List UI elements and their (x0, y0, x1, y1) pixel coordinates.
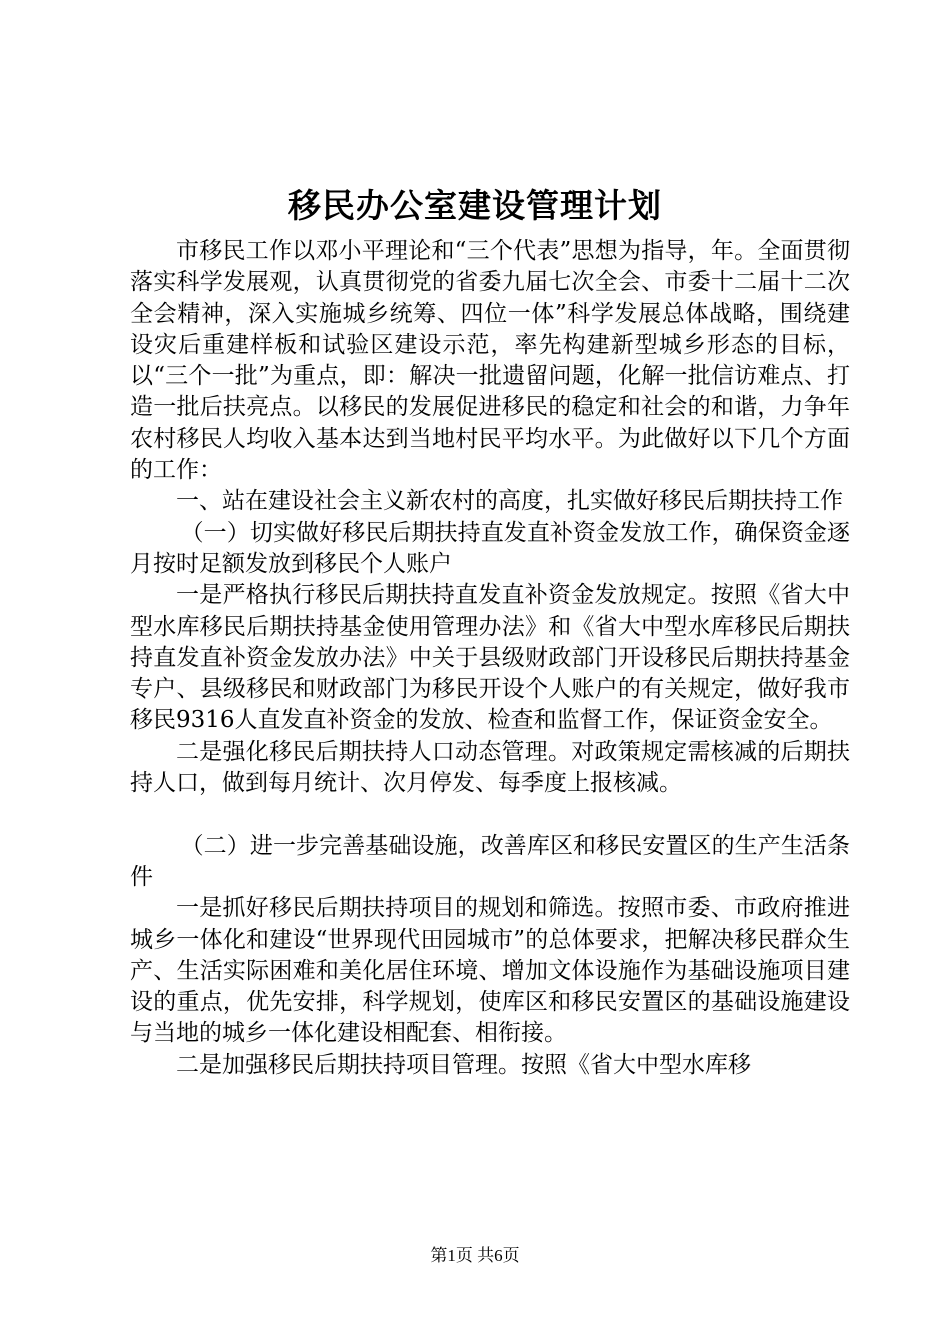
document-body (130, 236, 850, 1081)
heading-section-1: 一、站在建设社会主义新农村的高度，扎实做好移民后期扶持工作 (176, 488, 843, 515)
paragraph-item-1: 一是严格执行移民后期扶持直发直补资金发放规定。按照《省大中型水库移民后期扶持基金使用管理办法》和《省大中型水库移民后期扶持直发直补资金发放办法》中关于县级财政部门开设移民后期扶持基金专户、县级移民和财政部门为移民开设个人账户的有关规定，做好我市移民9316人直发直补资金的发放、检查和监督工作，保证资金安全。 (130, 582, 850, 734)
page-footer: 第1页 共6页 (430, 1246, 520, 1265)
paragraph-item-3: 一是抓好移民后期扶持项目的规划和筛选。按照市委、市政府推进城乡一体化和建设“世界现代田园城市”的总体要求，把解决移民群众生产、生活实际困难和美化居住环境、增加文体设施作为基础设施项目建设的重点，优先安排，科学规划，使库区和移民安置区的基础设施建设与当地的城乡一体化建设相配套、相衔接。 (130, 895, 850, 1047)
document-title: 移民办公室建设管理计划 (288, 186, 662, 225)
paragraph-gap (130, 799, 850, 830)
paragraph-item-4: 二是加强移民后期扶持项目管理。按照《省大中型水库移 (176, 1051, 751, 1078)
paragraph-intro: 市移民工作以邓小平理论和“三个代表”思想为指导，年。全面贯彻落实科学发展观，认真贯彻党的省委九届七次全会、市委十二届十二次全会精神，深入实施城乡统筹、四位一体”科学发展总体战略，围绕建设灾后重建样板和试验区建设示范，率先构建新型城乡形态的目标，以“三个一批”为重点，即：解决一批遗留问题，化解一批信访难点、打造一批后扶亮点。以移民的发展促进移民的稳定和社会的和谐，力争年农村移民人均收入基本达到当地村民平均水平。为此做好以下几个方面的工作： (130, 238, 850, 484)
paragraph-item-2: 二是强化移民后期扶持人口动态管理。对政策规定需核减的后期扶持人口，做到每月统计、次月停发、每季度上报核减。 (130, 738, 850, 797)
heading-subsection-2: （二）进一步完善基础设施，改善库区和移民安置区的生产生活条件 (130, 832, 850, 890)
heading-subsection-1: （一）切实做好移民后期扶持直发直补资金发放工作，确保资金逐月按时足额发放到移民个人账户 (130, 519, 850, 577)
